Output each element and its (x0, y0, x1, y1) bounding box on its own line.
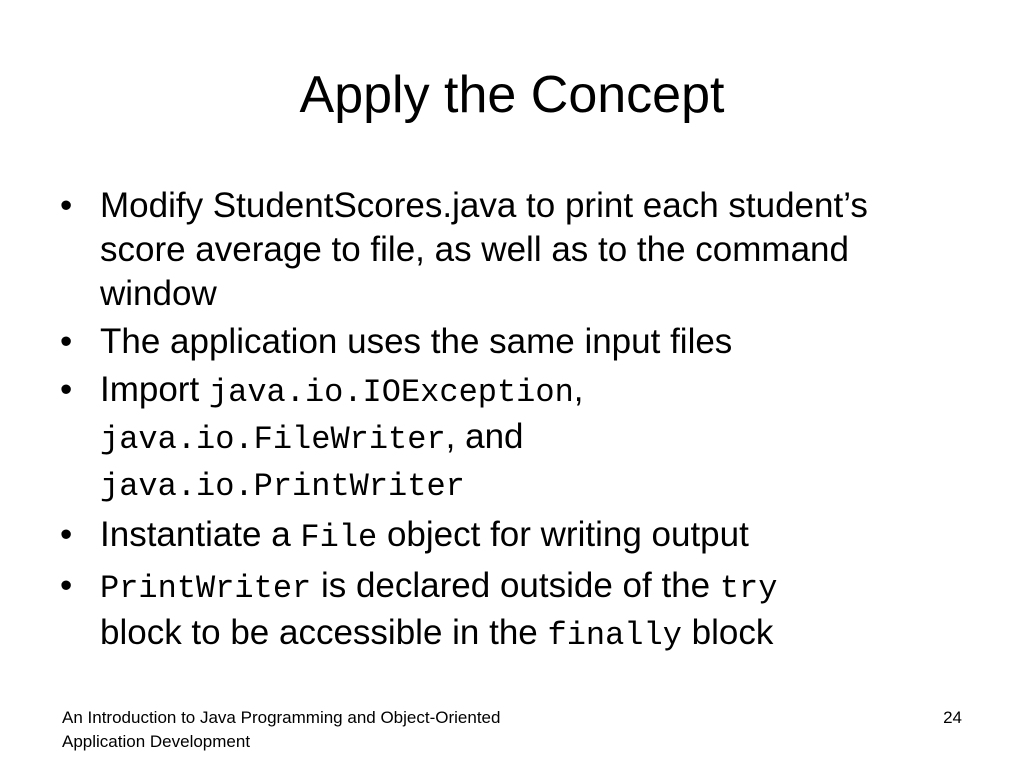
bullet-dot-icon: • (60, 566, 73, 605)
code-finally: finally (547, 617, 682, 654)
bullet-text-prefix: Import (100, 370, 209, 409)
bullet-separator-and: , and (445, 417, 524, 456)
bullet-text-prefix: Instantiate a (100, 515, 301, 554)
bullet-list (60, 184, 960, 662)
bullet-text: Modify StudentScores.java to print each student’s score average to file, as well as to the command window (100, 186, 868, 313)
code-file: File (300, 519, 378, 556)
code-printwriter: java.io.PrintWriter (100, 468, 465, 505)
code-ioexception: java.io.IOException (208, 374, 574, 411)
slide-title: Apply the Concept (299, 66, 725, 124)
footer-course-title (62, 706, 622, 754)
code-try: try (719, 570, 778, 607)
footer-line-1: An Introduction to Java Programming and Object-Oriented (62, 708, 501, 727)
bullet-item-3 (60, 368, 960, 509)
bullet-item-1 (60, 184, 960, 316)
bullet-separator: , (573, 370, 584, 409)
bullet-text-middle2: block to be accessible in the (100, 613, 548, 652)
code-printwriter-class: PrintWriter (100, 570, 312, 607)
bullet-item-2 (60, 320, 960, 364)
bullet-dot-icon: • (60, 322, 73, 361)
code-filewriter: java.io.FileWriter (100, 421, 446, 458)
slide-number: 24 (943, 708, 962, 727)
bullet-dot-icon: • (60, 515, 73, 554)
bullet-text: The application uses the same input files (100, 322, 733, 361)
footer-line-2: Application Development (62, 732, 251, 751)
bullet-text-suffix: object for writing output (377, 515, 749, 554)
bullet-text-suffix: block (681, 613, 774, 652)
bullet-item-4 (60, 513, 960, 560)
bullet-item-5 (60, 564, 960, 658)
bullet-dot-icon: • (60, 186, 73, 225)
bullet-text-middle: is declared outside of the (311, 566, 720, 605)
bullet-dot-icon: • (60, 370, 73, 409)
